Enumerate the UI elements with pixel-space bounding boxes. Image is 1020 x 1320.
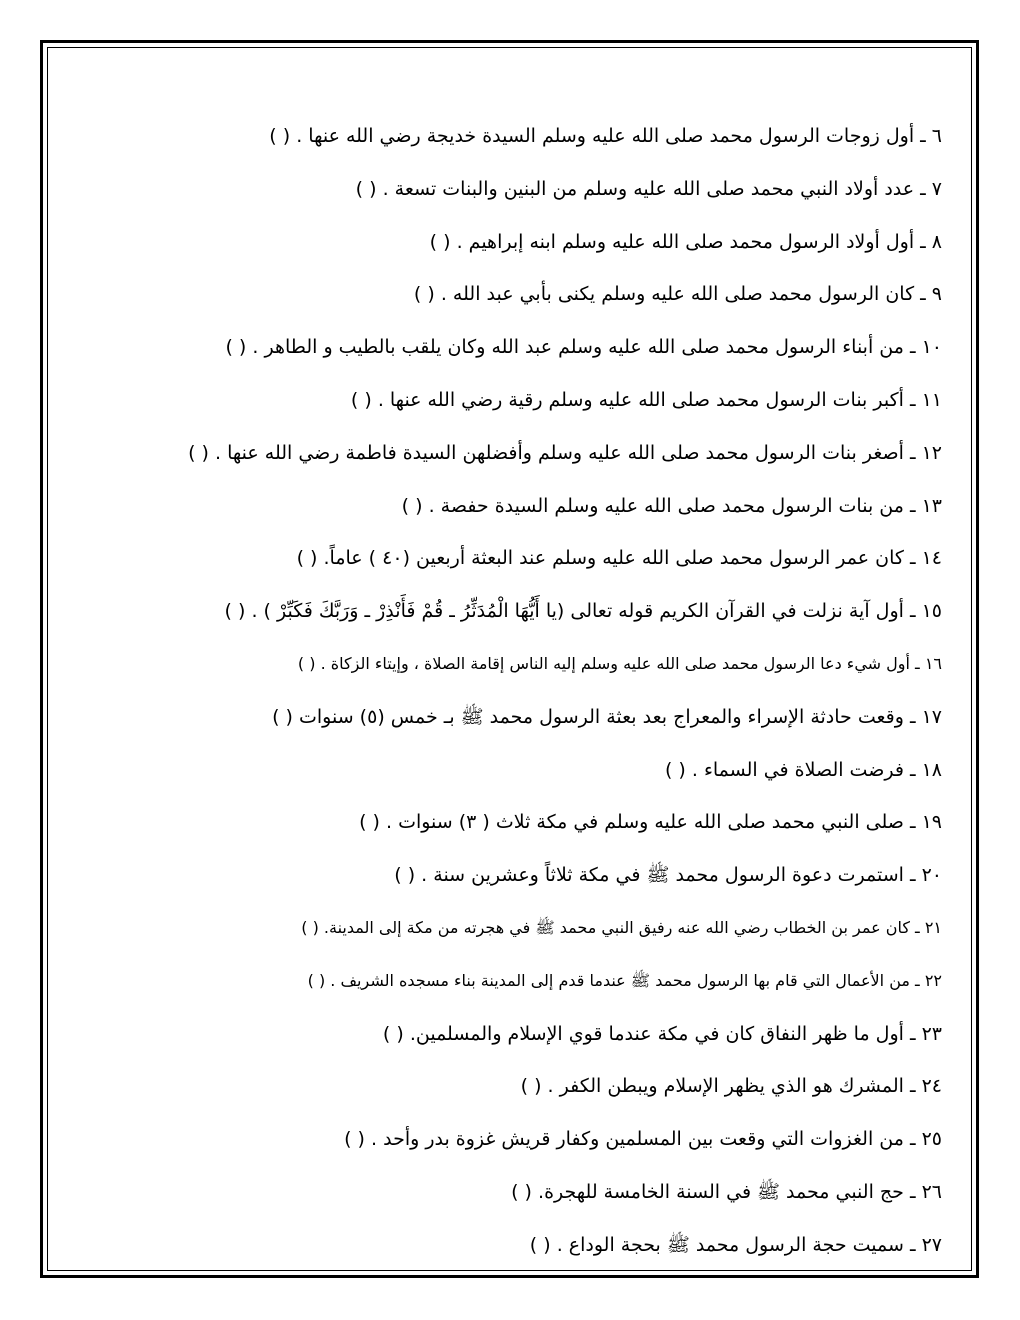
question-separator: ـ [903,1180,922,1203]
answer-blank[interactable]: ( ) [297,653,316,673]
answer-blank[interactable]: ( ) [413,283,435,306]
question-number: ٢٢ [924,970,942,990]
question-item [92,163,942,216]
question-item [92,955,942,1008]
question-item [92,902,942,955]
question-item [92,532,942,585]
question-text: من الغزوات التي وقعت بين المسلمين وكفار قريش غزوة بدر وأحد . [371,1128,904,1151]
question-separator: ـ [903,388,922,411]
question-text: استمرت دعوة الرسول محمد ﷺ في مكة ثلاثاً وعشرين سنة . [421,864,904,887]
question-item [92,1219,942,1272]
question-number: ١٥ [921,600,942,623]
question-separator: ـ [909,653,925,673]
question-item [92,691,942,744]
answer-blank[interactable]: ( ) [269,125,291,147]
question-separator: ـ [903,864,922,887]
question-number: ٩ [931,283,942,306]
question-item [92,849,942,902]
question-text: عدد أولاد النبي محمد صلى الله عليه وسلم من البنين والبنات تسعة . [382,177,915,200]
question-separator: ـ [903,494,922,517]
question-item [92,585,942,638]
question-text: كان الرسول محمد صلى الله عليه وسلم يكنى بأبي عبد الله . [440,283,915,306]
question-number: ١٤ [921,547,942,570]
question-text: أول آية نزلت في القرآن الكريم قوله تعالى (يا أَيُّهَا الْمُدَثِّرُ ـ قُمْ فَأَنْذِرْ ـ وَرَبَّكَ فَكَبِّرْ ) . [251,600,904,623]
question-text: أول أولاد الرسول محمد صلى الله عليه وسلم ابنه إبراهيم . [456,230,915,253]
question-separator: ـ [903,811,922,834]
answer-blank[interactable]: ( ) [188,441,209,464]
question-separator: ـ [914,230,932,253]
question-number: ١٦ [924,653,942,673]
question-number: ٢٧ [921,1233,942,1256]
question-separator: ـ [914,177,932,200]
question-number: ١٧ [921,705,942,728]
answer-blank[interactable]: ( ) [344,1128,365,1151]
answer-blank[interactable]: ( ) [296,547,318,570]
question-text: أول ما ظهر النفاق كان في مكة عندما قوي الإسلام والمسلمين. [409,1022,904,1045]
answer-blank[interactable]: ( ) [511,1180,532,1203]
question-number: ٢٤ [921,1075,942,1098]
answer-blank[interactable]: ( ) [664,758,686,781]
question-item [92,1166,942,1219]
question-separator: ـ [903,441,922,464]
question-text: من أبناء الرسول محمد صلى الله عليه وسلم عبد الله وكان يلقب بالطيب و الطاهر . [252,336,904,359]
question-item [92,268,942,321]
answer-blank[interactable]: ( ) [272,705,293,728]
question-text: كان عمر بن الخطاب رضي الله عنه رفيق النبي محمد ﷺ في هجرته من مكة إلى المدينة. [323,917,910,937]
question-list [92,110,942,1272]
question-separator: ـ [914,283,932,306]
question-number: ٢٥ [921,1128,942,1151]
question-number: ١٨ [921,758,942,781]
question-text: سميت حجة الرسول محمد ﷺ بحجة الوداع . [556,1233,904,1256]
question-number: ٢٠ [921,864,942,887]
question-separator: ـ [909,917,925,937]
question-separator: ـ [903,547,922,570]
question-number: ١٣ [921,494,942,517]
question-number: ٧ [931,177,942,200]
answer-blank[interactable]: ( ) [529,1233,551,1256]
answer-blank[interactable]: ( ) [382,1022,404,1045]
answer-blank[interactable]: ( ) [401,494,423,517]
question-item [92,427,942,480]
question-item [92,110,942,163]
question-text: فرضت الصلاة في السماء . [691,758,904,781]
question-number: ٦ [931,125,942,147]
answer-blank[interactable]: ( ) [307,970,326,990]
answer-blank[interactable]: ( ) [225,336,247,359]
question-number: ٢٦ [921,1180,942,1203]
question-text: المشرك هو الذي يظهر الإسلام ويبطن الكفر . [547,1075,904,1098]
answer-blank[interactable]: ( ) [301,917,319,937]
question-number: ١٢ [921,441,942,464]
question-separator: ـ [903,705,922,728]
question-separator: ـ [903,1075,922,1098]
answer-blank[interactable]: ( ) [359,811,380,834]
question-separator: ـ [903,1128,922,1151]
question-text: وقعت حادثة الإسراء والمعراج بعد بعثة الرسول محمد ﷺ بـ خمس (٥) سنوات [299,705,904,728]
question-number: ١٠ [921,336,942,359]
question-text: أول زوجات الرسول محمد صلى الله عليه وسلم السيدة خديجة رضي الله عنها . [296,125,915,147]
answer-blank[interactable]: ( ) [429,230,451,253]
question-item [92,744,942,797]
question-item [92,1060,942,1113]
question-item [92,480,942,533]
question-number: ١١ [921,388,942,411]
question-number: ٨ [931,230,942,253]
answer-blank[interactable]: ( ) [520,1075,542,1098]
question-text: كان عمر الرسول محمد صلى الله عليه وسلم عند البعثة أربعين (٤٠ ) عاماً. [323,547,904,570]
question-separator: ـ [903,600,922,623]
answer-blank[interactable]: ( ) [224,600,246,623]
question-separator: ـ [914,125,932,147]
question-separator: ـ [903,1233,922,1256]
question-item [92,374,942,427]
question-item [92,1008,942,1061]
question-text: حج النبي محمد ﷺ في السنة الخامسة للهجرة. [538,1180,904,1203]
answer-blank[interactable]: ( ) [355,177,377,200]
question-text: صلى النبي محمد صلى الله عليه وسلم في مكة ثلاث ( ٣) سنوات . [385,811,904,834]
question-text: من الأعمال التي قام بها الرسول محمد ﷺ عندما قدم إلى المدينة بناء مسجده الشريف . [330,970,910,990]
question-item [92,796,942,849]
question-separator: ـ [903,336,922,359]
question-text: أول شيء دعا الرسول محمد صلى الله عليه وسلم إليه الناس إقامة الصلاة ، وإيتاء الزكاة . [320,653,910,673]
answer-blank[interactable]: ( ) [350,388,372,411]
question-item [92,216,942,269]
question-separator: ـ [903,1022,922,1045]
question-item [92,638,942,691]
question-text: من بنات الرسول محمد صلى الله عليه وسلم السيدة حفصة . [428,494,904,517]
question-separator: ـ [903,758,922,781]
question-number: ٢٣ [921,1022,942,1045]
question-separator: ـ [909,970,925,990]
answer-blank[interactable]: ( ) [394,864,416,887]
question-number: ١٩ [921,811,942,834]
question-number: ٢١ [924,917,942,937]
question-item [92,321,942,374]
question-text: أكبر بنات الرسول محمد صلى الله عليه وسلم رقية رضي الله عنها . [377,388,904,411]
question-item [92,1113,942,1166]
question-text: أصغر بنات الرسول محمد صلى الله عليه وسلم وأفضلهن السيدة فاطمة رضي الله عنها . [215,441,904,464]
